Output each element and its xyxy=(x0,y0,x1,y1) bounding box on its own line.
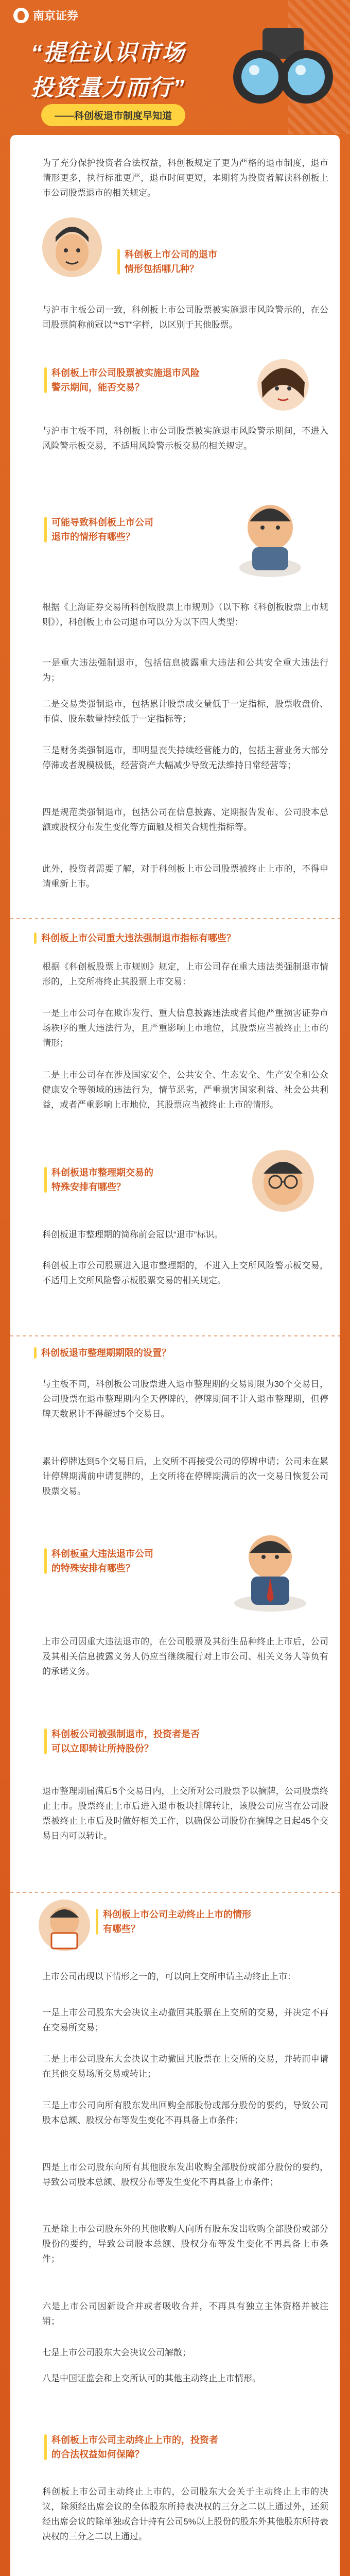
brand-name: 南京证券 xyxy=(33,9,79,22)
header xyxy=(0,0,350,137)
question-10 xyxy=(51,2433,309,2462)
section-9-paragraph-2: 一是上市公司股东大会决议主动撤回其股票在上交所的交易，并决定不再在交易所交易； xyxy=(42,2008,328,2032)
content-card xyxy=(10,135,340,2576)
section-3-paragraph-5: 四是规范类强制退市，包括公司在信息披露、定期报告发布、公司股本总额或股权分布发生变化等方面触及相关合规性指标等。 xyxy=(42,807,328,832)
section-1-paragraph: 与沪市主板公司一致，科创板上市公司股票被实施退市风险警示的，在公司股票简称前冠以“*ST”字样，以区别于其他股票。 xyxy=(42,305,328,330)
section-3-paragraph-4: 三是财务类强制退市，即明显丧失持续经营能力的，包括主营业务大部分停滞或者规模极低，经营资产大幅减少导致无法维持日常经营等； xyxy=(42,745,328,770)
question-7-line-2: 的特殊安排有哪些？ xyxy=(51,1563,135,1573)
section-9-paragraph-6: 五是除上市公司股东外的其他收购人向所有股东发出收购全部股份或部分股份的要约，导致公司股本总额、股权分布等发生变化不再具备上市条件； xyxy=(42,2224,328,2264)
question-1-line-1: 科创板上市公司的退市 xyxy=(125,249,217,260)
section-2-paragraph: 与沪市主板不同，科创板上市公司股票被实施退市风险警示期间，不进入风险警示板交易，不适用风险警示板交易的相关规定。 xyxy=(42,426,328,451)
title-line-1: “提往认识市场 xyxy=(31,40,185,65)
question-9-line-2: 有哪些？ xyxy=(103,1924,140,1934)
question-3-line-2: 退市的情形有哪些？ xyxy=(51,532,135,542)
divider xyxy=(10,918,340,919)
section-9-paragraph-5: 四是上市公司股东向所有其他股东发出收购全部股份或部分股份的要约，导致公司股本总额、股权分布等发生变化不再具备上市条件； xyxy=(42,2162,328,2187)
question-3-line-1: 可能导致科创板上市公司 xyxy=(51,517,153,528)
section-9-paragraph-4: 三是上市公司向所有股东发出回购全部股份或部分股份的要约，导致公司股本总额、股权分布等发生变化不再具备上市条件； xyxy=(42,2100,328,2125)
question-7-line-1: 科创板重大违法退市公司 xyxy=(51,1549,153,1559)
title-line-2: 投资量力而行” xyxy=(31,75,185,100)
question-9-line-1: 科创板上市公司主动终止上市的情形 xyxy=(103,1909,251,1920)
question-1-line-2: 情形包括哪几种？ xyxy=(125,264,199,274)
question-5 xyxy=(51,1165,206,1194)
binoculars-icon xyxy=(232,18,335,115)
question-8-line-2: 可以立即转让所持股份？ xyxy=(51,1743,153,1754)
divider xyxy=(10,1892,340,1893)
cartoon-woman-icon xyxy=(252,357,314,416)
cartoon-glasses-man-icon xyxy=(247,1145,319,1219)
question-10-line-2: 的合法权益如何保障？ xyxy=(51,2449,144,2460)
divider xyxy=(10,1335,340,1336)
cartoon-businessman-icon xyxy=(226,1526,314,1616)
question-9 xyxy=(103,1907,319,1936)
section-6-paragraph-2: 累计停牌达到5个交易日后，上交所不再接受公司的停牌申请；公司未在累计停牌期满前申请复牌的，上交所将在停牌期满后的次一交易日恢复公司股票交易。 xyxy=(42,1456,328,1496)
section-3-paragraph-6: 此外，投资者需要了解，对于科创板上市公司股票被终止上市的，不得申请重新上市。 xyxy=(42,864,328,889)
section-10-paragraph-1: 科创板上市公司主动终止上市的，公司股东大会关于主动终止上市的决议，除须经出席会议的全体股东所持表决权的三分之二以上通过外，还须经出席会议的除单独或合计持有公司5%以上股份的股东外其他股东所持表决权的三分之二以上通过。 xyxy=(42,2487,328,2541)
section-3-paragraph-2: 一是重大违法强制退市，包括信息披露重大违法和公共安全重大违法行为； xyxy=(42,658,328,683)
logo-icon xyxy=(13,8,29,23)
section-4-paragraph-3: 二是上市公司存在涉及国家安全、公共安全、生态安全、生产安全和公众健康安全等领域的违法行为，情节恶劣，严重损害国家利益、社会公共利益，或者严重影响上市地位，其股票应当被终止上市的情形。 xyxy=(42,1070,328,1110)
section-9-paragraph-3: 二是上市公司股东大会决议主动撤回其股票在上交所的交易，并转而申请在其他交易场所交易或转让； xyxy=(42,2054,328,2079)
intro-paragraph: 为了充分保护投资者合法权益，科创板规定了更为严格的退市制度，退市情形更多，执行标准更严，退市时间更短，本期将为投资者解读科创板上市公司股票退市的相关规定。 xyxy=(42,158,328,198)
question-1 xyxy=(125,247,279,276)
question-8 xyxy=(51,1727,257,1756)
question-4 xyxy=(41,931,329,945)
section-4-paragraph-1: 根据《科创板股票上市规则》规定，上市公司存在重大违法类强制退市情形的，上交所将终止其股票上市交易： xyxy=(42,962,328,987)
question-8-line-1: 科创板公司被强制退市，投资者是否 xyxy=(51,1729,200,1739)
question-6 xyxy=(41,1346,329,1360)
cartoon-thinking-man-icon xyxy=(232,496,309,581)
cartoon-man-icon xyxy=(41,216,103,281)
section-9-paragraph-7: 六是上市公司因新设合并或者吸收合并，不再具有独立主体资格并被注销； xyxy=(42,2301,328,2326)
question-3 xyxy=(51,515,206,544)
subtitle-tag: ——科创板退市制度早知道 xyxy=(41,104,185,126)
section-3-paragraph-1: 根据《上海证券交易所科创板股票上市规则》（以下称《科创板股票上市规则》），科创板上市公司退市可以分为以下四大类型： xyxy=(42,602,328,627)
question-10-line-1: 科创板上市公司主动终止上市的，投资者 xyxy=(51,2435,218,2445)
section-3-paragraph-3: 二是交易类强制退市，包括累计股票成交量低于一定指标，股票收盘价、市值、股东数量持续低于一定指标等； xyxy=(42,699,328,724)
question-6-line-1: 科创板退市整理期期限的设置？ xyxy=(41,1348,171,1358)
question-2 xyxy=(51,366,237,395)
section-9-paragraph-8: 七是上市公司股东大会决议公司解散； xyxy=(42,2348,191,2358)
question-4-line-1: 科创板上市公司重大违法强制退市指标有哪些？ xyxy=(41,933,236,943)
section-5-paragraph-1: 科创板退市整理期的简称前会冠以“退市”标识。 xyxy=(42,1230,223,1240)
section-7-paragraph-1: 上市公司因重大违法退市的，在公司股票及其衍生品种终止上市后，公司及其相关信息披露义务人仍应当继续履行对上市公司、相关义务人等负有的承诺义务。 xyxy=(42,1637,328,1676)
question-7 xyxy=(51,1547,206,1575)
question-5-line-1: 科创板退市整理期交易的 xyxy=(51,1167,153,1178)
brand-logo xyxy=(13,7,78,23)
question-2-line-1: 科创板上市公司股票被实施退市风险 xyxy=(51,368,200,378)
page-title xyxy=(31,34,185,102)
section-5-paragraph-2: 科创板上市公司股票进入退市整理期的，不进入上交所风险警示板交易，不适用上交所风险警示板股票交易的相关规定。 xyxy=(42,1261,328,1285)
cartoon-reader-icon xyxy=(36,1897,93,1956)
section-4-paragraph-2: 一是上市公司存在欺诈发行、重大信息披露违法或者其他严重损害证券市场秩序的重大违法行为，且严重影响上市地位，其股票应当被终止上市的情形； xyxy=(42,1008,328,1048)
section-8-paragraph-1: 退市整理期届满后5个交易日内，上交所对公司股票予以摘牌，公司股票终止上市。股票终止上市后进入退市板块挂牌转让，该股公司应当在公司股票被终止上市后及时做好相关工作，以确保公司股份在摘牌之日起45个交易日内可以转让。 xyxy=(42,1786,328,1841)
question-2-line-2: 警示期间，能否交易？ xyxy=(51,382,144,393)
section-9-paragraph-1: 上市公司出现以下情形之一的，可以向上交所申请主动终止上市： xyxy=(42,1972,296,1981)
question-5-line-2: 特殊安排有哪些？ xyxy=(51,1182,126,1192)
section-9-paragraph-9: 八是中国证监会和上交所认可的其他主动终止上市情形。 xyxy=(42,2374,261,2383)
section-6-paragraph-1: 与主板不同，科创板公司股票进入退市整理期的交易期限为30个交易日，公司股票在退市整理期内全天停牌的，停牌期间不计入退市整理期，但停牌天数累计不得超过5个交易日。 xyxy=(42,1379,328,1419)
